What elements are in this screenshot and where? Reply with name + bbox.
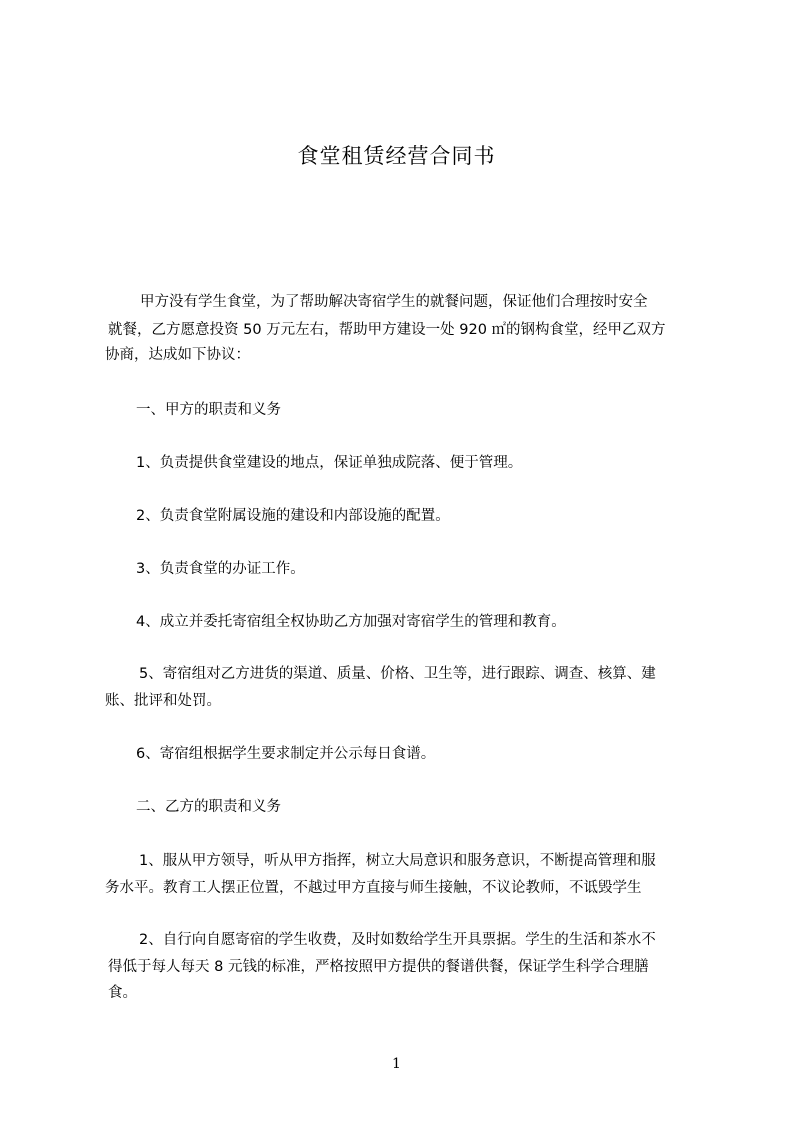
- section-2-item-2-line-2: 得低于每人每天 8 元钱的标准，严格按照甲方提供的餐谱供餐，保证学生科学合理膳: [108, 959, 649, 975]
- section-2-item-1-line-2: 务水平。教育工人摆正位置，不越过甲方直接与师生接触，不议论教师，不诋毁学生: [105, 880, 642, 896]
- section-2-item-2-line-3: 食。: [108, 985, 137, 1001]
- intro-line-3: 协商，达成如下协议：: [105, 347, 250, 363]
- section-1-item-5-line-2: 账、批评和处罚。: [105, 693, 221, 709]
- section-1-item-2: 2、负责食堂附属设施的建设和内部设施的配置。: [136, 508, 450, 524]
- section-1-item-6: 6、寄宿组根据学生要求制定并公示每日食谱。: [136, 746, 436, 762]
- section-1-item-4: 4、成立并委托寄宿组全权协助乙方加强对寄宿学生的管理和教育。: [136, 614, 566, 630]
- intro-line-2: 就餐，乙方愿意投资 50 万元左右，帮助甲方建设一处 920 ㎡的钢构食堂，经甲乙双方: [108, 322, 666, 338]
- section-2-item-1-line-1: 1、服从甲方领导，听从甲方指挥，树立大局意识和服务意识，不断提高管理和服: [139, 853, 656, 869]
- intro-line-1: 甲方没有学生食堂，为了帮助解决寄宿学生的就餐问题，保证他们合理按时安全: [140, 294, 648, 310]
- section-2-item-2-line-1: 2、自行向自愿寄宿的学生收费，及时如数给学生开具票据。学生的生活和茶水不: [139, 932, 656, 948]
- section-2-heading: 二、乙方的职责和义务: [136, 799, 281, 815]
- section-1-item-1: 1、负责提供食堂建设的地点，保证单独成院落、便于管理。: [136, 455, 523, 471]
- section-1-item-3: 3、负责食堂的办证工作。: [136, 561, 305, 577]
- section-1-heading: 一、甲方的职责和义务: [136, 402, 281, 418]
- section-1-item-5-line-1: 5、寄宿组对乙方进货的渠道、质量、价格、卫生等，进行跟踪、调查、核算、建: [139, 666, 656, 682]
- page-number: 1: [392, 1056, 401, 1072]
- document-title: 食堂租赁经营合同书: [297, 144, 496, 168]
